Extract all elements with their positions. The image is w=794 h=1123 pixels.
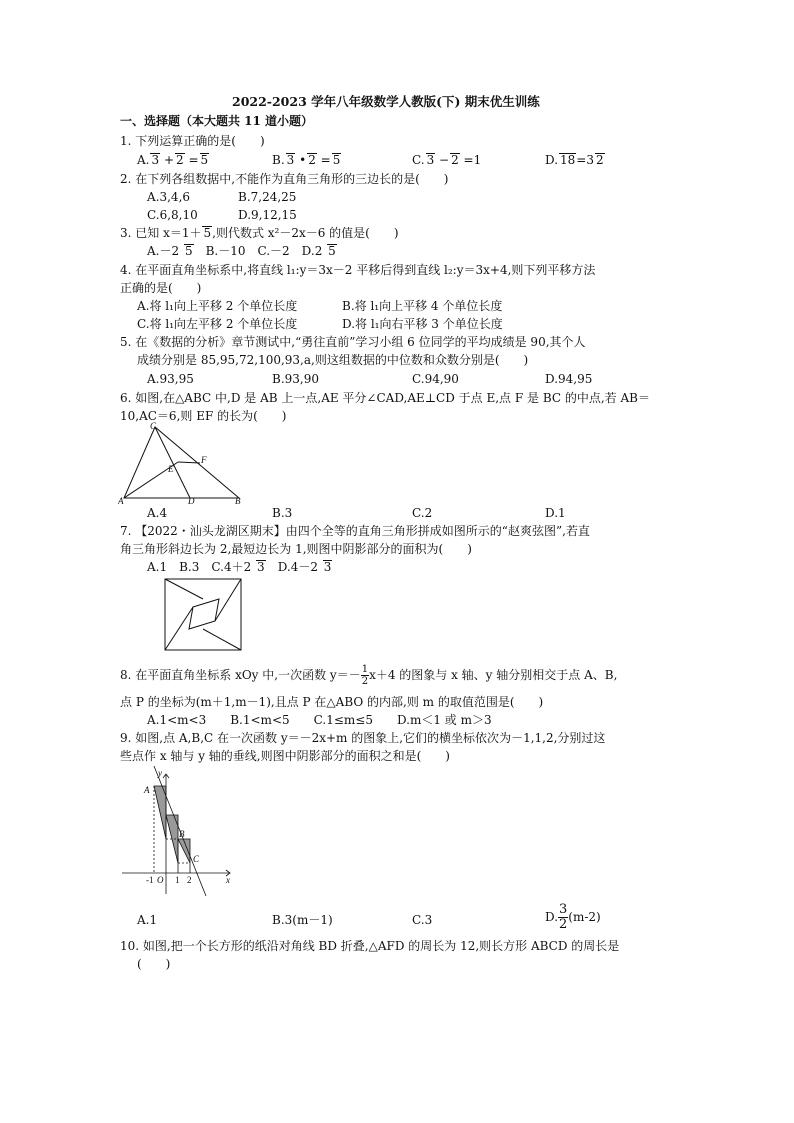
q4-option-d: D.将 l₁向右平移 3 个单位长度: [342, 317, 503, 331]
q6-option-a: A.4: [147, 506, 168, 520]
triangle-figure: [118, 420, 248, 506]
q7-options: A.1 B.3 C.4＋2 3 D.4－2 3: [147, 560, 332, 574]
q6-stem-line1: 6. 如图,在△ABC 中,D 是 AB 上一点,AE 平分∠CAD,AE⊥CD 于点 E,点 F 是 BC 的中点,若 AB＝: [120, 391, 650, 405]
point-label-b: B: [179, 829, 185, 839]
q6-option-d: D.1: [545, 506, 566, 520]
q6-option-b: B.3: [272, 506, 293, 520]
point-label-c: C: [193, 854, 200, 864]
q8-stem-line2: 点 P 的坐标为(m＋1,m－1),且点 P 在△ABO 的内部,则 m 的取值范围是( ): [120, 695, 544, 709]
shaded-regions: [154, 786, 190, 863]
q1-option-d: D. 18=3 2: [545, 153, 604, 167]
q3-options: A.－2 5 B.－10 C.－2 D.2 5: [147, 244, 336, 258]
q3-stem: 3. 已知 x＝1＋ 5,则代数式 x²－2x－6 的值是( ): [120, 226, 399, 240]
axis-label-x: x: [226, 875, 230, 885]
zhaoshuang-figure: [163, 577, 245, 653]
q9-option-c: C.3: [412, 913, 433, 927]
tick-label-1: 1: [175, 875, 180, 885]
q1-stem: 1. 下列运算正确的是( ): [120, 134, 265, 148]
q1-option-b: B. 3 • 2 = 5: [272, 153, 341, 167]
q7-stem-line1: 7. 【2022・汕头龙湖区期末】由四个全等的直角三角形拼成如图所示的“赵爽弦图”,若直: [120, 524, 590, 538]
q2-option-b: B.7,24,25: [238, 190, 297, 204]
q5-option-d: D.94,95: [545, 372, 593, 386]
tick-label-2: 2: [187, 875, 192, 885]
q6-option-c: C.2: [412, 506, 433, 520]
q5-option-a: A.93,95: [147, 372, 194, 386]
q4-option-b: B.将 l₁向上平移 4 个单位长度: [342, 299, 503, 313]
q2-stem: 2. 在下列各组数据中,不能作为直角三角形的三边长的是( ): [120, 172, 449, 186]
section-heading: 一、选择题（本大题共 11 道小题）: [120, 114, 314, 128]
origin-label: O: [157, 875, 164, 885]
q4-stem-line2: 正确的是( ): [120, 281, 202, 295]
q8-stem-line1: 8. 在平面直角坐标系 xOy 中,一次函数 y＝－ $\frac{1}{2}$ x＋4 的图象与 x 轴、y 轴分别相交于点 A、B,: [120, 664, 618, 687]
q5-option-b: B.93,90: [272, 372, 319, 386]
label-a: A: [118, 496, 124, 506]
tick-label-minus1: -1: [146, 875, 154, 885]
label-c: C: [150, 421, 157, 431]
q10-stem-line2: ( ): [137, 957, 171, 971]
label-e: E: [168, 464, 174, 474]
function-graph-figure: [120, 766, 236, 898]
q2-option-d: D.9,12,15: [238, 208, 297, 222]
q4-option-c: C.将 l₁向左平移 2 个单位长度: [137, 317, 298, 331]
q5-stem-line1: 5. 在《数据的分析》章节测试中,“勇往直前”学习小组 6 位同学的平均成绩是 90,其个人: [120, 335, 586, 349]
q2-option-c: C.6,8,10: [147, 208, 198, 222]
q5-option-c: C.94,90: [412, 372, 459, 386]
q9-stem-line2: 些点作 x 轴与 y 轴的垂线,则图中阴影部分的面积之和是( ): [120, 749, 450, 763]
q9-option-b: B.3(m－1): [272, 913, 333, 927]
q5-stem-line2: 成绩分别是 85,95,72,100,93,a,则这组数据的中位数和众数分别是( ): [137, 353, 529, 367]
q6-stem-line2: 10,AC＝6,则 EF 的长为( ): [120, 409, 287, 423]
label-d: D: [188, 496, 195, 506]
label-f: F: [201, 455, 207, 465]
page-title: 2022-2023 学年八年级数学人教版(下) 期末优生训练: [232, 94, 540, 109]
inner-square: [189, 599, 219, 629]
inner-line-1: [165, 579, 203, 599]
inner-line-3: [203, 629, 241, 650]
q1-option-c: C. 3 − 2 =1: [412, 153, 482, 167]
q7-stem-line2: 角三角形斜边长为 2,最短边长为 1,则图中阴影部分的面积为( ): [120, 542, 472, 556]
q10-stem-line1: 10. 如图,把一个长方形的纸沿对角线 BD 折叠,△AFD 的周长为 12,则长方形 ABCD 的周长是: [120, 939, 620, 953]
q9-option-d: D. $\frac{3}{2}$ (m-2): [545, 902, 601, 932]
q4-stem-line1: 4. 在平面直角坐标系中,将直线 l₁:y＝3x－2 平移后得到直线 l₂:y＝3x+4,则下列平移方法: [120, 263, 596, 277]
point-label-a: A: [144, 785, 150, 795]
q4-option-a: A.将 l₁向上平移 2 个单位长度: [137, 299, 298, 313]
q9-stem-line1: 9. 如图,点 A,B,C 在一次函数 y＝－2x+m 的图象上,它们的横坐标依次为－1,1,2,分别过这: [120, 731, 606, 745]
label-b: B: [235, 496, 241, 506]
q1-option-a: A. 3 + 2 = 5: [137, 153, 209, 167]
q9-option-a: A.1: [137, 913, 158, 927]
q8-options: A.1<m<3 B.1<m<5 C.1≤m≤5 D.m＜1 或 m＞3: [147, 713, 492, 727]
outer-square: [165, 579, 241, 650]
q2-option-a: A.3,4,6: [147, 190, 191, 204]
axis-label-y: y: [158, 768, 162, 778]
